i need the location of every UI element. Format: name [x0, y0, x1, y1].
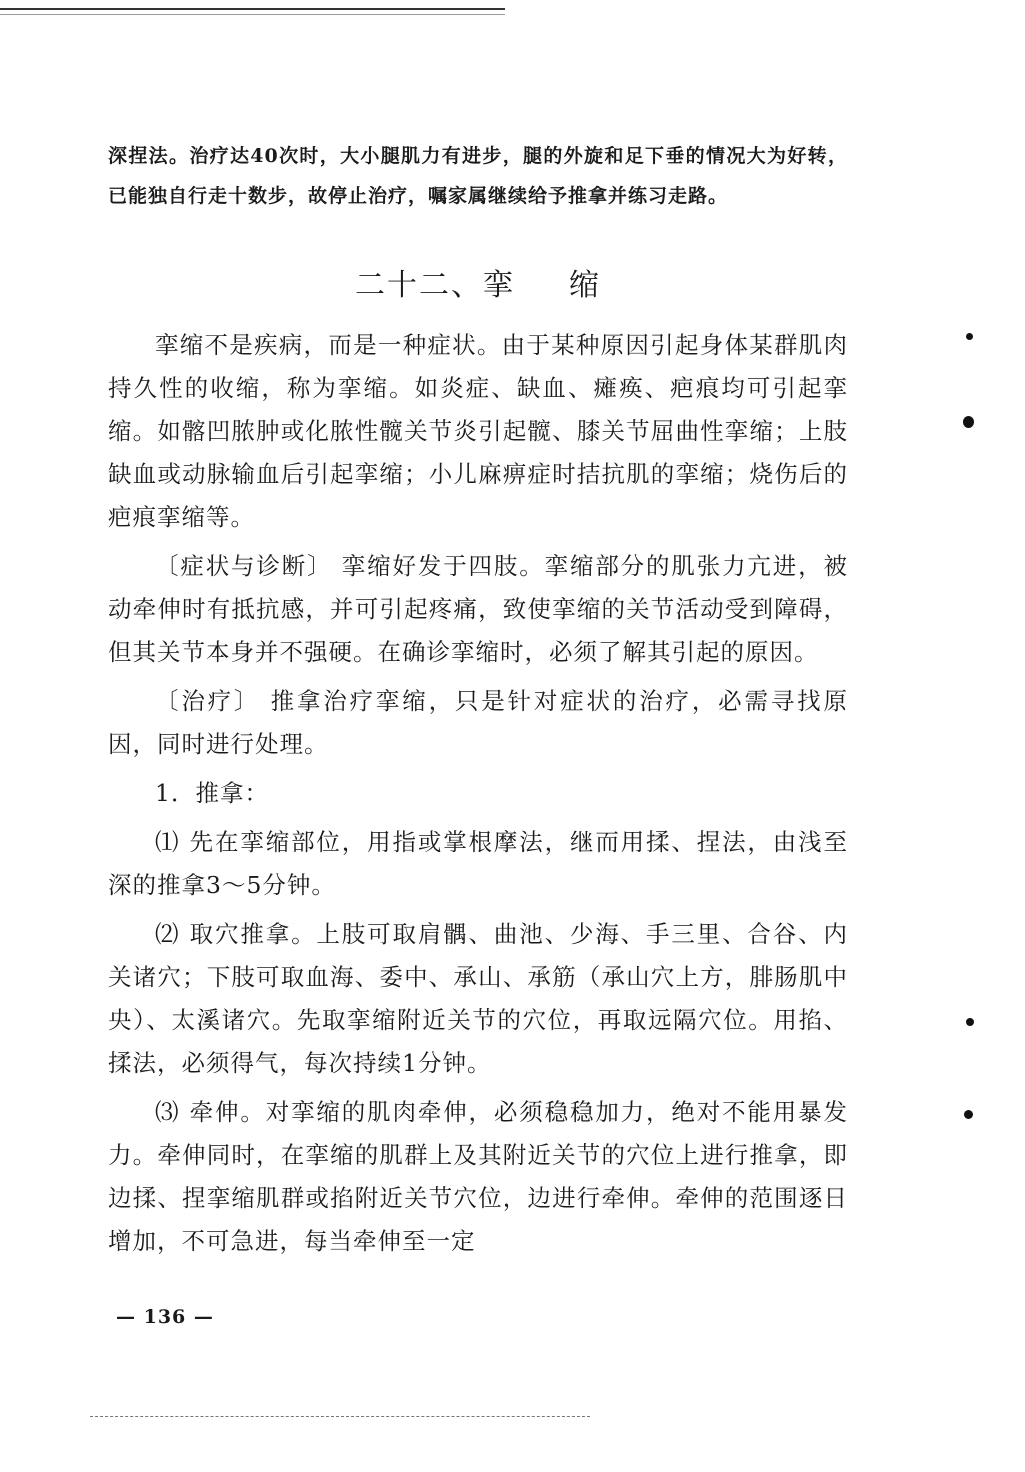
- continuation-paragraph: 深捏法。治疗达40次时，大小腿肌力有进步，腿的外旋和足下垂的情况大为好转，已能独自行走十数步，故停止治疗，嘱家属继续给予推拿并练习走路。: [108, 145, 848, 207]
- section-number: 二十二、: [355, 268, 483, 303]
- subheading: 1．推拿：: [155, 779, 269, 807]
- section-title-char-2: 缩: [569, 268, 601, 303]
- margin-dot: [966, 1018, 974, 1026]
- margin-dot: [963, 416, 974, 428]
- section-title: [108, 266, 848, 306]
- top-rule-thin: [0, 14, 505, 15]
- body-paragraph: 〔治疗〕 推拿治疗挛缩，只是针对症状的治疗，必需寻找原因，同时进行处理。: [108, 687, 848, 758]
- top-rule: [0, 8, 505, 10]
- margin-dot: [966, 333, 973, 340]
- body-paragraph: 〔症状与诊断〕 挛缩好发于四肢。挛缩部分的肌张力亢进，被动牵伸时有抵抗感，并可引起疼痛，致使挛缩的关节活动受到障碍，但其关节本身并不强硬。在确诊挛缩时，必须了解其引起的原因。: [108, 552, 848, 666]
- margin-dot: [964, 1110, 973, 1119]
- body-paragraph: 挛缩不是疾病，而是一种症状。由于某种原因引起身体某群肌肉持久性的收缩，称为挛缩。如炎症、缺血、瘫痪、疤痕均可引起挛缩。如髂凹脓肿或化脓性髋关节炎引起髋、膝关节屈曲性挛缩；上肢缺血或动脉输血后引起挛缩；小儿麻痹症时拮抗肌的挛缩；烧伤后的疤痕挛缩等。: [108, 331, 848, 531]
- page-body: [108, 136, 848, 1269]
- section-title-char-1: 挛: [483, 268, 515, 303]
- bottom-rule: [90, 1416, 590, 1418]
- body-paragraph: ⑴ 先在挛缩部位，用指或掌根摩法，继而用揉、捏法，由浅至深的推拿3～5分钟。: [108, 828, 848, 899]
- body-paragraph: ⑵ 取穴推拿。上肢可取肩髃、曲池、少海、手三里、合谷、内关诸穴；下肢可取血海、委中、承山、承筋（承山穴上方，腓肠肌中央）、太溪诸穴。先取挛缩附近关节的穴位，再取远隔穴位。用掐、揉法，必须得气，每次持续1分钟。: [108, 920, 848, 1077]
- page-number: — 136 —: [116, 1306, 214, 1328]
- body-paragraph: ⑶ 牵伸。对挛缩的肌肉牵伸，必须稳稳加力，绝对不能用暴发力。牵伸同时，在挛缩的肌群上及其附近关节的穴位上进行推拿，即边揉、捏挛缩肌群或掐附近关节穴位，边进行牵伸。牵伸的范围逐日增加，不可急进，每当牵伸至一定: [108, 1098, 848, 1255]
